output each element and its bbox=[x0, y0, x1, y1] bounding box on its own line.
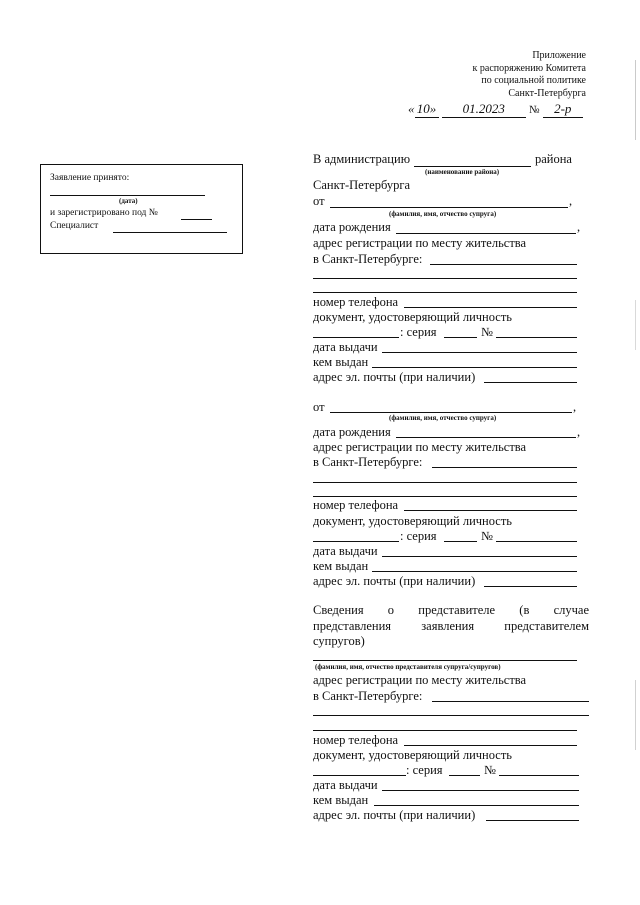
spouse1-from-label: от bbox=[313, 194, 325, 208]
spouse2-comma: , bbox=[573, 400, 577, 414]
order-quote-open: « bbox=[408, 101, 415, 116]
spouse2-address-line2[interactable] bbox=[313, 482, 577, 483]
spouse2-birth-label: дата рождения bbox=[313, 425, 391, 439]
spouse2-name-field[interactable] bbox=[330, 412, 572, 413]
district-label: района bbox=[535, 152, 572, 166]
spouse1-birth-field[interactable] bbox=[396, 233, 576, 234]
spouse2-id-type-field[interactable] bbox=[313, 541, 399, 542]
spouse1-spb-label: в Санкт-Петербурге: bbox=[313, 252, 423, 266]
spouse1-series-label: : серия bbox=[400, 325, 437, 339]
spouse2-from-label: от bbox=[313, 400, 325, 414]
header-line-policy: по социальной политике bbox=[481, 75, 586, 86]
representative-issue-date-field[interactable] bbox=[382, 790, 579, 791]
spouse2-series-label: : серия bbox=[400, 529, 437, 543]
to-administration-label: В администрацию bbox=[313, 152, 411, 166]
representative-series-field[interactable] bbox=[449, 775, 480, 776]
representative-name-field[interactable] bbox=[313, 660, 577, 661]
representative-email-field[interactable] bbox=[486, 820, 579, 821]
spouse2-address-line3[interactable] bbox=[313, 496, 577, 497]
scan-edge-mark-middle bbox=[635, 300, 636, 350]
spouse1-email-label: адрес эл. почты (при наличии) bbox=[313, 370, 476, 384]
scan-edge-mark-bottom bbox=[635, 680, 636, 750]
spouse2-spb-label: в Санкт-Петербурге: bbox=[313, 455, 423, 469]
city-label: Санкт-Петербурга bbox=[313, 178, 411, 192]
registration-stamp-box bbox=[40, 164, 243, 254]
representative-number-label: № bbox=[484, 763, 496, 777]
representative-address-line3[interactable] bbox=[313, 730, 577, 731]
order-day: 10» bbox=[415, 101, 439, 118]
order-number: 2-р bbox=[543, 101, 583, 118]
representative-phone-field[interactable] bbox=[404, 745, 577, 746]
spouse1-issue-date-label: дата выдачи bbox=[313, 340, 378, 354]
spouse2-series-field[interactable] bbox=[444, 541, 477, 542]
date-caption: (дата) bbox=[119, 197, 138, 205]
spouse2-address-field[interactable] bbox=[432, 467, 577, 468]
representative-issued-by-field[interactable] bbox=[374, 805, 579, 806]
representative-address-field[interactable] bbox=[432, 701, 589, 702]
spouse1-address-line3[interactable] bbox=[313, 292, 577, 293]
spouse1-issue-date-field[interactable] bbox=[382, 352, 577, 353]
spouse1-address-line2[interactable] bbox=[313, 278, 577, 279]
registered-label: и зарегистрировано под № bbox=[50, 208, 158, 218]
spouse1-name-field[interactable] bbox=[330, 207, 568, 208]
spouse2-id-label: документ, удостоверяющий личность bbox=[313, 514, 513, 528]
representative-address-label: адрес регистрации по месту жительства bbox=[313, 673, 527, 687]
spouse1-address-field[interactable] bbox=[430, 264, 577, 265]
date-field[interactable] bbox=[50, 195, 205, 196]
representative-name-caption: (фамилия, имя, отчество представителя супруга/супругов) bbox=[315, 663, 501, 671]
spouse1-series-field[interactable] bbox=[444, 337, 477, 338]
order-number-label: № bbox=[529, 104, 540, 116]
representative-series-label: : серия bbox=[406, 763, 443, 777]
representative-issued-by-label: кем выдан bbox=[313, 793, 369, 807]
spouse2-birth-field[interactable] bbox=[396, 437, 576, 438]
spouse1-email-field[interactable] bbox=[484, 382, 577, 383]
spouse2-email-field[interactable] bbox=[484, 586, 577, 587]
spouse1-name-caption: (фамилия, имя, отчество супруга) bbox=[389, 210, 497, 218]
accepted-label: Заявление принято: bbox=[50, 173, 130, 183]
spouse2-name-caption: (фамилия, имя, отчество супруга) bbox=[389, 414, 497, 422]
registration-number-field[interactable] bbox=[181, 219, 212, 220]
header-line-appendix: Приложение bbox=[532, 50, 586, 61]
representative-address-line2[interactable] bbox=[313, 715, 589, 716]
spouse2-birth-comma: , bbox=[577, 425, 581, 439]
spouse1-phone-field[interactable] bbox=[404, 307, 577, 308]
spouse1-id-type-field[interactable] bbox=[313, 337, 399, 338]
order-date-line bbox=[408, 101, 583, 118]
spouse2-email-label: адрес эл. почты (при наличии) bbox=[313, 574, 476, 588]
spouse2-issue-date-field[interactable] bbox=[382, 556, 577, 557]
representative-issue-date-label: дата выдачи bbox=[313, 778, 378, 792]
spouse1-birth-label: дата рождения bbox=[313, 220, 391, 234]
spouse2-issue-date-label: дата выдачи bbox=[313, 544, 378, 558]
spouse1-birth-comma: , bbox=[577, 220, 581, 234]
spouse1-phone-label: номер телефона bbox=[313, 295, 399, 309]
order-date: 01.2023 bbox=[442, 101, 526, 118]
representative-heading-line3: супругов) bbox=[313, 634, 365, 648]
spouse1-number-label: № bbox=[481, 325, 493, 339]
district-caption: (наименование района) bbox=[425, 168, 500, 176]
spouse1-issued-by-field[interactable] bbox=[372, 367, 577, 368]
representative-number-field[interactable] bbox=[499, 775, 579, 776]
spouse2-issued-by-label: кем выдан bbox=[313, 559, 369, 573]
spouse2-address-label: адрес регистрации по месту жительства bbox=[313, 440, 527, 454]
spouse1-address-label: адрес регистрации по месту жительства bbox=[313, 236, 527, 250]
appendix-header bbox=[473, 50, 586, 100]
district-field[interactable] bbox=[414, 166, 531, 167]
spouse2-number-label: № bbox=[481, 529, 493, 543]
representative-phone-label: номер телефона bbox=[313, 733, 399, 747]
spouse1-id-label: документ, удостоверяющий личность bbox=[313, 310, 513, 324]
header-line-city: Санкт-Петербурга bbox=[508, 87, 586, 99]
spouse1-issued-by-label: кем выдан bbox=[313, 355, 369, 369]
specialist-label: Специалист bbox=[50, 221, 99, 231]
spouse2-phone-label: номер телефона bbox=[313, 498, 399, 512]
spouse2-number-field[interactable] bbox=[496, 541, 577, 542]
spouse2-issued-by-field[interactable] bbox=[372, 571, 577, 572]
header-line-order: к распоряжению Комитета bbox=[472, 62, 586, 74]
representative-heading-line2: представления заявления представителем bbox=[313, 619, 589, 633]
specialist-field[interactable] bbox=[113, 232, 227, 233]
representative-id-type-field[interactable] bbox=[313, 775, 406, 776]
representative-email-label: адрес эл. почты (при наличии) bbox=[313, 808, 476, 822]
representative-heading-line1: Сведения о представителе (в случае bbox=[313, 603, 589, 617]
spouse1-number-field[interactable] bbox=[496, 337, 577, 338]
representative-id-label: документ, удостоверяющий личность bbox=[313, 748, 513, 762]
spouse1-comma: , bbox=[569, 194, 573, 208]
scan-edge-mark-top bbox=[635, 60, 636, 140]
spouse2-phone-field[interactable] bbox=[404, 510, 577, 511]
representative-spb-label: в Санкт-Петербурге: bbox=[313, 689, 423, 703]
